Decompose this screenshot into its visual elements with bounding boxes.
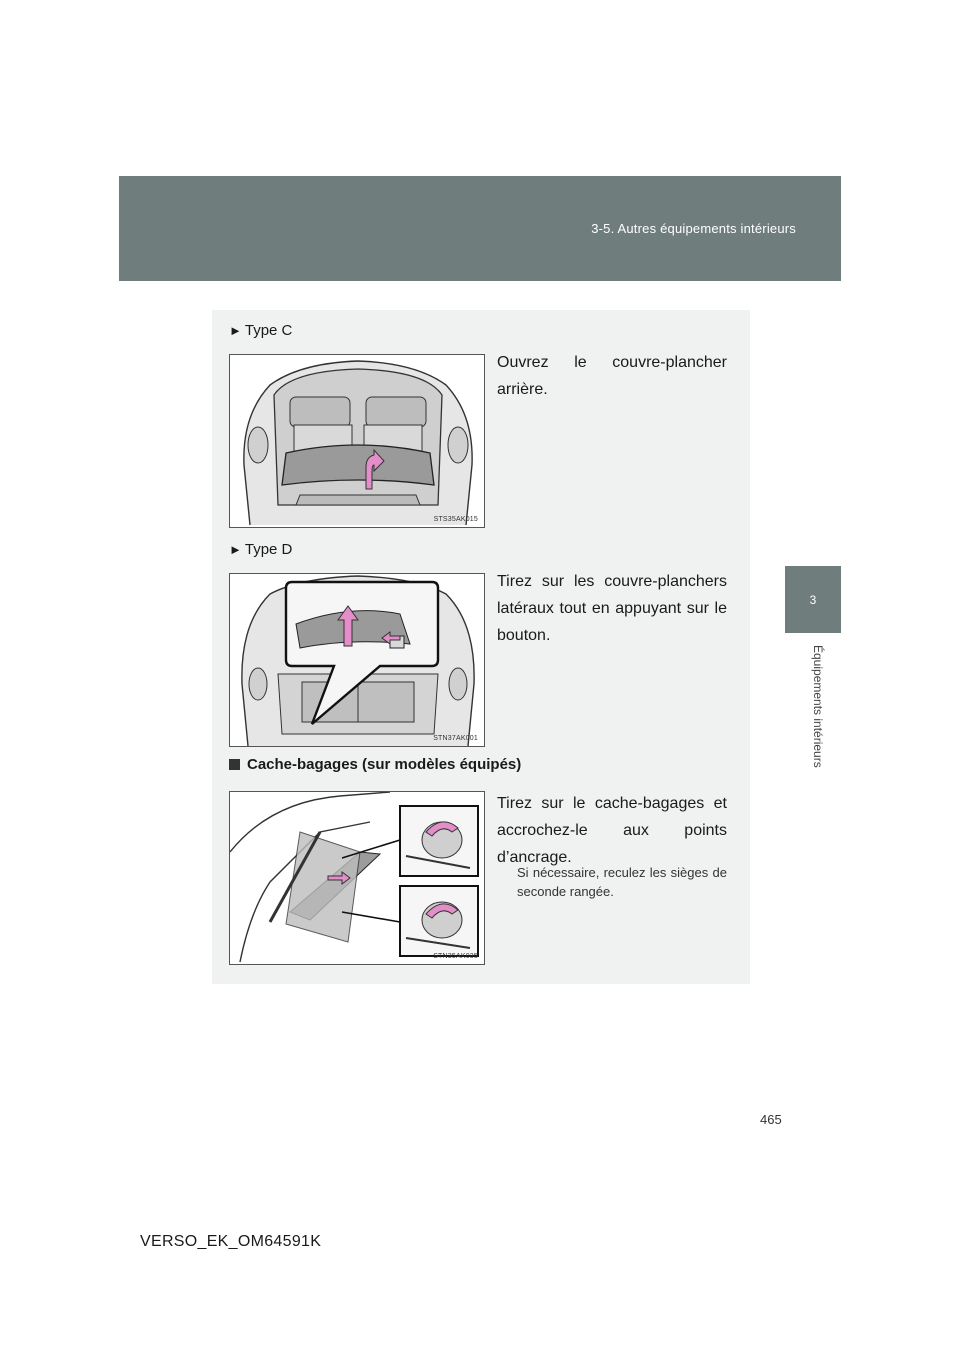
document-code: VERSO_EK_OM64591K <box>140 1233 322 1250</box>
tonneau-note: Si nécessaire, reculez les sièges de seconde rangée. <box>517 865 727 899</box>
section-title: 3-5. Autres équipements intérieurs <box>591 221 796 236</box>
type-d-label <box>229 541 292 558</box>
section-heading <box>229 756 521 773</box>
type-d-text: Type D <box>244 541 293 558</box>
luggage-floor-cover-illustration <box>230 355 485 528</box>
chapter-tab <box>785 566 841 633</box>
type-c-text: Type C <box>244 322 293 339</box>
header-band <box>119 176 841 281</box>
side-floor-cover-illustration <box>230 574 485 747</box>
figure-code: STS35AK015 <box>433 516 478 523</box>
pointer-right-icon: ► <box>229 542 242 557</box>
figure-type-c <box>229 354 485 528</box>
figure-type-d <box>229 573 485 747</box>
tonneau-cover-illustration <box>230 792 485 965</box>
chapter-number: 3 <box>809 592 817 607</box>
pointer-right-icon: ► <box>229 323 242 338</box>
type-d-instruction: Tirez sur les couvre-planchers latéraux tout en appuyant sur le bouton. <box>497 573 727 644</box>
type-c-label <box>229 322 292 339</box>
square-bullet-icon <box>229 759 240 770</box>
chapter-label: Équipements intérieurs <box>811 645 825 768</box>
figure-tonneau-cover <box>229 791 485 965</box>
figure-code: STN35AK035 <box>433 953 478 960</box>
tonneau-instruction: Tirez sur le cache-bagages et accrochez-le aux points d’ancrage. <box>497 795 727 866</box>
figure-code: STN37AK001 <box>433 735 478 742</box>
type-c-instruction: Ouvrez le couvre-plancher arrière. <box>497 354 727 398</box>
section-heading-text: Cache-bagages (sur modèles équipés) <box>247 756 522 773</box>
page-number: 465 <box>760 1112 782 1127</box>
